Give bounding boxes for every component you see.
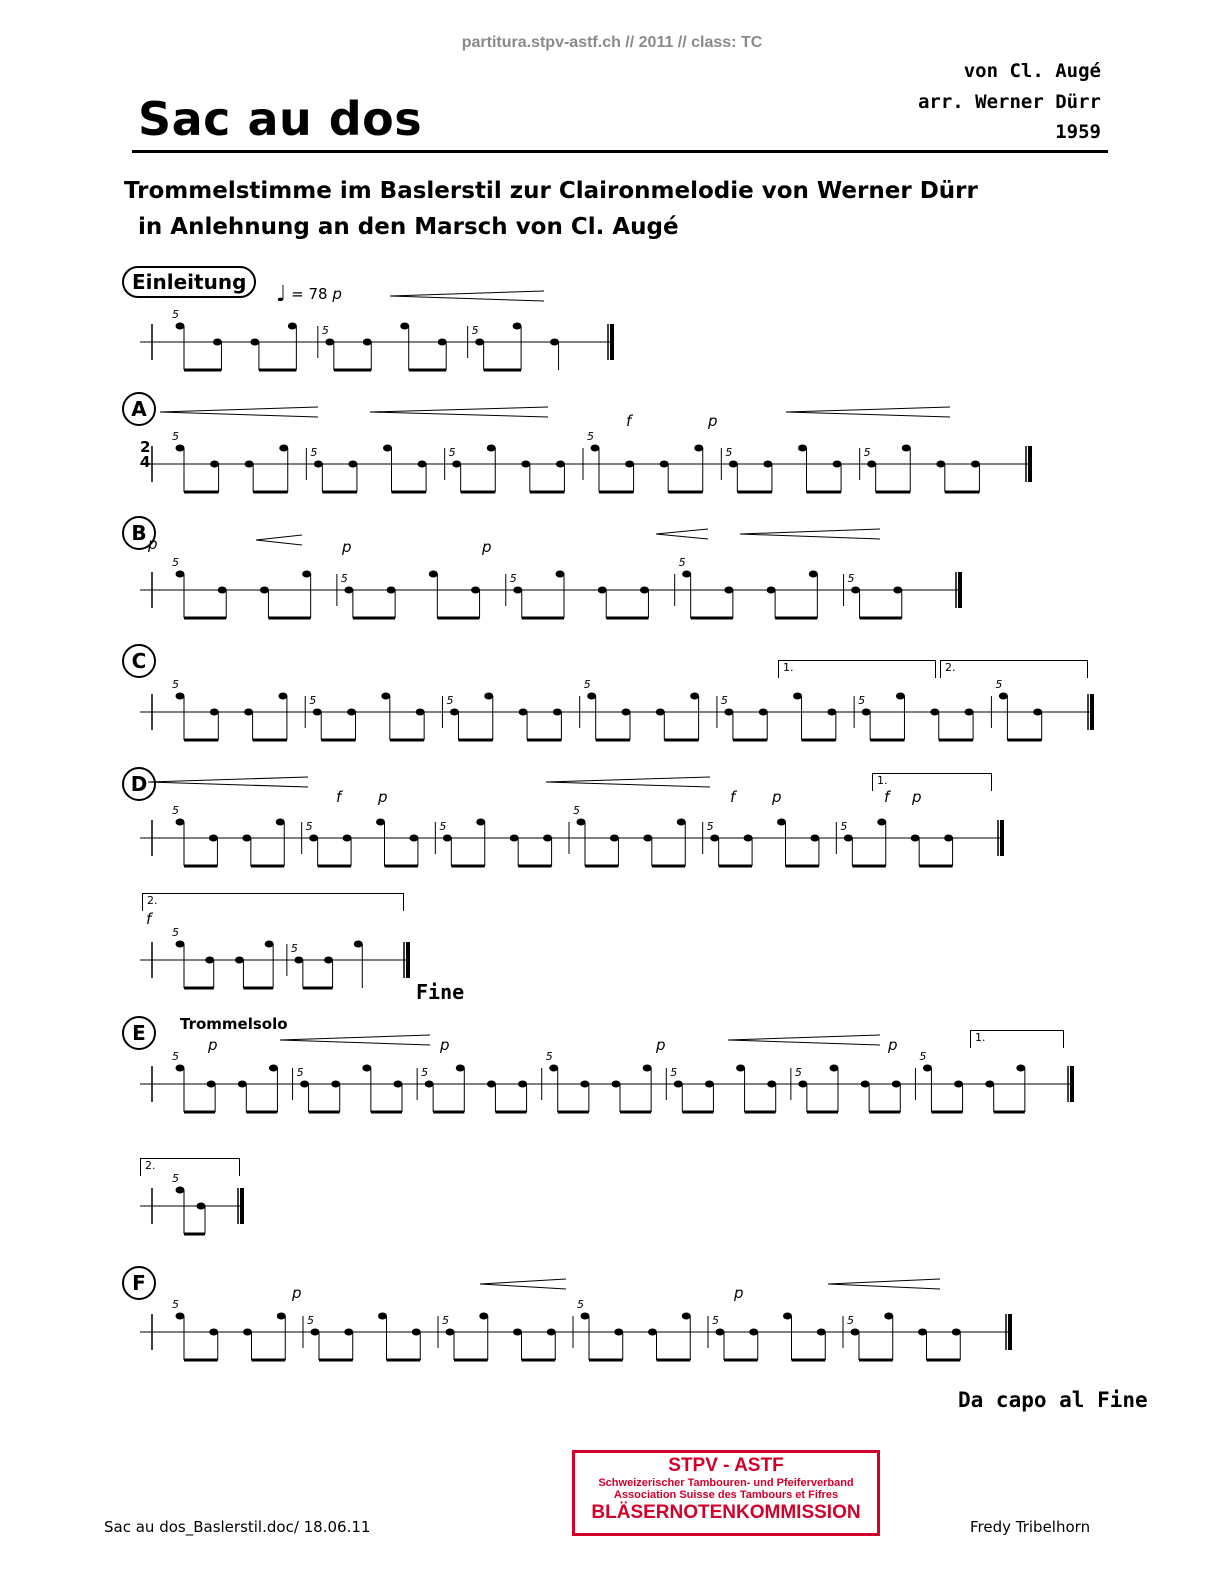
crescendo-hairpin [728, 1035, 880, 1040]
dynamic-a-f: f [626, 412, 632, 430]
note-head [767, 1081, 776, 1088]
tuplet-number: 5 [305, 820, 313, 833]
dynamic-e-p4: p [888, 1036, 898, 1054]
ending-1-label: 1. [975, 1031, 986, 1044]
note-head [344, 587, 353, 594]
note-head [387, 587, 396, 594]
note-head [412, 1329, 421, 1336]
note-head [549, 1065, 558, 1072]
time-signature-top: 2 [140, 438, 151, 456]
note-head [394, 1081, 403, 1088]
dynamic-a-p: p [708, 412, 718, 430]
ending-2-label: 2. [147, 894, 158, 907]
note-head [965, 709, 974, 716]
crescendo-hairpin [480, 1279, 566, 1284]
note-head [893, 587, 902, 594]
time-signature-bottom: 4 [140, 453, 151, 471]
tuplet-number: 5 [172, 1050, 179, 1063]
note-head [209, 835, 218, 842]
note-head [971, 461, 980, 468]
note-head [325, 339, 334, 346]
note-head [381, 693, 390, 700]
tuplet-number: 5 [172, 678, 179, 691]
note-head [245, 461, 254, 468]
note-head [205, 957, 214, 964]
ending-1-label: 1. [877, 774, 888, 787]
note-head [243, 1329, 252, 1336]
crescendo-hairpin [148, 782, 308, 787]
note-head [176, 941, 185, 948]
note-head [729, 461, 738, 468]
note-head [294, 957, 303, 964]
note-head [1016, 1065, 1025, 1072]
note-head [1033, 709, 1042, 716]
tuplet-number: 5 [471, 324, 479, 337]
note-head [471, 587, 480, 594]
crescendo-hairpin [480, 1284, 566, 1289]
tuplet-number: 5 [172, 430, 179, 443]
tuplet-number: 5 [847, 572, 855, 585]
note-head [362, 1065, 371, 1072]
dynamic-d-f3: f [884, 788, 890, 806]
note-head [985, 1081, 994, 1088]
note-head [862, 709, 871, 716]
note-head [767, 587, 776, 594]
dynamic-b-3: p [482, 538, 492, 556]
note-head [550, 339, 559, 346]
note-head [354, 941, 363, 948]
note-head [269, 1065, 278, 1072]
tuplet-number: 5 [573, 804, 580, 817]
dynamic-b-2: p [342, 538, 352, 556]
stpv-stamp [572, 1450, 880, 1536]
crescendo-hairpin [390, 296, 544, 301]
crescendo-hairpin [280, 1040, 430, 1045]
note-head [176, 693, 185, 700]
note-head [176, 323, 185, 330]
tuplet-number: 5 [172, 308, 179, 321]
note-head [348, 461, 357, 468]
note-head [556, 571, 565, 578]
note-head [710, 835, 719, 842]
note-head [817, 1329, 826, 1336]
note-head [844, 835, 853, 842]
note-head [376, 819, 385, 826]
tuplet-number: 5 [577, 1298, 584, 1311]
crescendo-hairpin [828, 1284, 940, 1289]
note-head [378, 1313, 387, 1320]
note-head [344, 1329, 353, 1336]
note-head [777, 819, 786, 826]
crescendo-hairpin [740, 534, 880, 539]
crescendo-hairpin [160, 407, 318, 412]
dynamic-d-p1: p [378, 788, 388, 806]
note-head [279, 445, 288, 452]
note-head [313, 709, 322, 716]
note-head [302, 571, 311, 578]
note-head [210, 709, 219, 716]
note-head [892, 1081, 901, 1088]
section-marker-b: B [122, 516, 156, 550]
note-head [543, 835, 552, 842]
note-head [443, 835, 452, 842]
tuplet-number: 5 [340, 572, 348, 585]
note-head [833, 461, 842, 468]
note-head [793, 693, 802, 700]
tuplet-number: 5 [794, 1066, 802, 1079]
note-head [176, 819, 185, 826]
note-head [207, 1081, 216, 1088]
note-head [884, 1313, 893, 1320]
note-head [656, 709, 665, 716]
note-head [580, 1081, 589, 1088]
tuplet-number: 5 [706, 820, 714, 833]
section-marker-e: E [122, 1016, 156, 1050]
tuplet-number: 5 [290, 942, 298, 955]
tuplet-number: 5 [840, 820, 848, 833]
dynamic-d-p2: p [772, 788, 782, 806]
composer-credit: von Cl. Augé [963, 60, 1101, 82]
note-head [944, 835, 953, 842]
stamp-line-4: BLÄSERNOTENKOMMISSION [591, 1502, 861, 1523]
tuplet-number: 5 [858, 694, 866, 707]
dynamic-d2-f: f [146, 910, 152, 928]
note-head [176, 1313, 185, 1320]
ending-1-label: 1. [783, 661, 794, 674]
note-head [724, 587, 733, 594]
tuplet-number: 5 [442, 1314, 449, 1327]
crescendo-hairpin [256, 535, 302, 540]
ending-2-label: 2. [945, 661, 956, 674]
note-head [265, 941, 274, 948]
note-head [625, 461, 634, 468]
note-head [694, 445, 703, 452]
dynamic-f-p2: p [734, 1284, 744, 1302]
note-head [518, 1081, 527, 1088]
note-head [911, 835, 920, 842]
note-head [176, 1065, 185, 1072]
tuplet-number: 5 [863, 446, 871, 459]
note-head [510, 835, 519, 842]
dynamic-d-f2: f [730, 788, 736, 806]
tuplet-number: 5 [712, 1314, 719, 1327]
note-head [400, 323, 409, 330]
crescendo-hairpin [740, 529, 880, 534]
note-head [851, 1329, 860, 1336]
subtitle-line-2: in Anlehnung an den Marsch von Cl. Augé [138, 214, 679, 240]
note-head [591, 445, 600, 452]
note-head [278, 693, 287, 700]
note-head [610, 835, 619, 842]
crescendo-hairpin [390, 291, 544, 296]
tuplet-number: 5 [446, 694, 454, 707]
intro-label: Einleitung [122, 266, 256, 298]
note-head [896, 693, 905, 700]
note-head [238, 1081, 247, 1088]
dynamic-d-p3: p [912, 788, 922, 806]
note-head [235, 957, 244, 964]
note-head [218, 587, 227, 594]
crescendo-hairpin [828, 1279, 940, 1284]
note-head [176, 1187, 185, 1194]
tuplet-number: 5 [995, 678, 1003, 691]
note-head [798, 1081, 807, 1088]
note-head [250, 339, 259, 346]
tuplet-number: 5 [670, 1066, 678, 1079]
note-head [643, 835, 652, 842]
note-head [276, 819, 285, 826]
note-head [300, 1081, 309, 1088]
crescendo-hairpin [546, 782, 710, 787]
note-head [936, 461, 945, 468]
note-head [209, 1329, 218, 1336]
note-head [660, 461, 669, 468]
note-head [547, 1329, 556, 1336]
tuplet-number: 5 [309, 694, 317, 707]
note-head [877, 819, 886, 826]
note-head [763, 461, 772, 468]
dynamic-e-p1: p [208, 1036, 218, 1054]
note-head [556, 461, 565, 468]
note-head [452, 461, 461, 468]
note-head [682, 1313, 691, 1320]
dacapo-label: Da capo al Fine [958, 1388, 1148, 1412]
section-marker-d: D [122, 767, 156, 801]
dynamic-e-p3: p [656, 1036, 666, 1054]
crescendo-hairpin [656, 534, 708, 539]
tuplet-number: 5 [725, 446, 733, 459]
note-head [487, 1081, 496, 1088]
note-head [809, 571, 818, 578]
arranger-credit: arr. Werner Dürr [917, 91, 1101, 113]
footer-author: Fredy Tribelhorn [970, 1518, 1091, 1536]
note-head [324, 957, 333, 964]
ending-2-label: 2. [145, 1159, 156, 1172]
tuplet-number: 5 [296, 1066, 304, 1079]
note-head [244, 709, 253, 716]
note-head [309, 835, 318, 842]
note-head [861, 1081, 870, 1088]
tuplet-number: 5 [583, 678, 591, 691]
note-head [581, 1313, 590, 1320]
note-head [851, 587, 860, 594]
footer-file: Sac au dos_Baslerstil.doc/ 18.06.11 [104, 1518, 371, 1536]
tuplet-number: 5 [587, 430, 594, 443]
note-head [744, 835, 753, 842]
note-head [363, 339, 372, 346]
dynamic-d-f1: f [336, 788, 342, 806]
note-head [418, 461, 427, 468]
tuplet-number: 5 [919, 1050, 927, 1063]
dynamic-e-p2: p [440, 1036, 450, 1054]
note-head [643, 1065, 652, 1072]
tuplet-number: 5 [720, 694, 728, 707]
note-head [798, 445, 807, 452]
note-head [513, 323, 522, 330]
crescendo-hairpin [786, 407, 950, 412]
stamp-line-2: Schweizerischer Tambouren- und Pfeiferverband [598, 1477, 854, 1489]
note-head [736, 1065, 745, 1072]
note-head [930, 709, 939, 716]
crescendo-hairpin [280, 1035, 430, 1040]
tuplet-number: 5 [421, 1066, 429, 1079]
note-head [640, 587, 649, 594]
note-head [783, 1313, 792, 1320]
note-head [830, 1065, 839, 1072]
note-head [598, 587, 607, 594]
note-head [519, 709, 528, 716]
note-head [425, 1081, 434, 1088]
note-head [952, 1329, 961, 1336]
section-marker-a: A [122, 392, 156, 426]
note-head [288, 323, 297, 330]
note-head [810, 835, 819, 842]
note-head [614, 1329, 623, 1336]
fine-label: Fine [416, 980, 465, 1004]
crescendo-hairpin [256, 540, 302, 545]
note-head [331, 1081, 340, 1088]
tuplet-number: 5 [172, 1298, 179, 1311]
tuplet-number: 5 [172, 926, 179, 939]
note-head [954, 1081, 963, 1088]
tuplet-number: 5 [847, 1314, 854, 1327]
note-head [210, 461, 219, 468]
year-credit: 1959 [1055, 121, 1101, 143]
tuplet-number: 5 [448, 446, 456, 459]
note-head [213, 339, 222, 346]
note-head [260, 587, 269, 594]
tuplet-number: 5 [321, 324, 329, 337]
note-head [690, 693, 699, 700]
note-head [476, 819, 485, 826]
note-head [577, 819, 586, 826]
crescendo-hairpin [148, 777, 308, 782]
stamp-line-1: STPV - ASTF [668, 1455, 784, 1476]
tempo-value: = 78 [291, 285, 328, 303]
tuplet-number: 5 [678, 556, 686, 569]
note-head [918, 1329, 927, 1336]
section-marker-c: C [122, 644, 156, 678]
note-head [343, 835, 352, 842]
note-head [587, 693, 596, 700]
note-head [456, 1065, 465, 1072]
section-marker-f: F [122, 1266, 156, 1300]
crescendo-hairpin [370, 412, 548, 417]
note-head [438, 339, 447, 346]
crescendo-hairpin [160, 412, 318, 417]
tuplet-number: 5 [307, 1314, 314, 1327]
crescendo-hairpin [786, 412, 950, 417]
note-head [383, 445, 392, 452]
note-head [450, 709, 459, 716]
note-head [705, 1081, 714, 1088]
note-head [311, 1329, 320, 1336]
note-head [197, 1203, 206, 1210]
note-head [347, 709, 356, 716]
note-head [429, 571, 438, 578]
note-head [484, 693, 493, 700]
trommelsolo-label: Trommelsolo [180, 1015, 288, 1033]
note-head [513, 587, 522, 594]
tuplet-number: 5 [439, 820, 447, 833]
note-head [902, 445, 911, 452]
note-head [923, 1065, 932, 1072]
dynamic-f-p1: p [292, 1284, 302, 1302]
crescendo-hairpin [370, 407, 548, 412]
note-head [553, 709, 562, 716]
subtitle-line-1: Trommelstimme im Baslerstil zur Claironmelodie von Werner Dürr [124, 178, 978, 204]
note-head [479, 1313, 488, 1320]
source-header: partitura.stpv-astf.ch // 2011 // class: TC [461, 34, 763, 51]
note-head [999, 693, 1008, 700]
note-head [648, 1329, 657, 1336]
note-head [759, 709, 768, 716]
note-head [716, 1329, 725, 1336]
note-head [176, 571, 185, 578]
note-head [682, 571, 691, 578]
note-head [521, 461, 530, 468]
note-head [314, 461, 323, 468]
note-head [622, 709, 631, 716]
note-head [724, 709, 733, 716]
crescendo-hairpin [546, 777, 710, 782]
note-head [487, 445, 496, 452]
note-head [416, 709, 425, 716]
note-head [513, 1329, 522, 1336]
crescendo-hairpin [728, 1040, 880, 1045]
stamp-line-3: Association Suisse des Tambours et Fifres [613, 1489, 839, 1501]
tuplet-number: 5 [545, 1050, 553, 1063]
tuplet-number: 5 [310, 446, 318, 459]
intro-dynamic: p [332, 285, 342, 303]
dynamic-b-1: p [148, 535, 158, 553]
piece-title: Sac au dos [138, 92, 423, 146]
note-head [677, 819, 686, 826]
note-head [867, 461, 876, 468]
tuplet-number: 5 [509, 572, 517, 585]
note-head [242, 835, 251, 842]
note-head [827, 709, 836, 716]
tuplet-number: 5 [172, 556, 179, 569]
note-head [475, 339, 484, 346]
note-head [674, 1081, 683, 1088]
note-head [176, 445, 185, 452]
note-head [446, 1329, 455, 1336]
crescendo-hairpin [656, 529, 708, 534]
tuplet-number: 5 [172, 804, 179, 817]
note-head [749, 1329, 758, 1336]
tuplet-number: 5 [172, 1172, 179, 1185]
note-head [277, 1313, 286, 1320]
note-head [409, 835, 418, 842]
tempo-marking: ♩ = 78 p [276, 282, 342, 307]
note-head [612, 1081, 621, 1088]
